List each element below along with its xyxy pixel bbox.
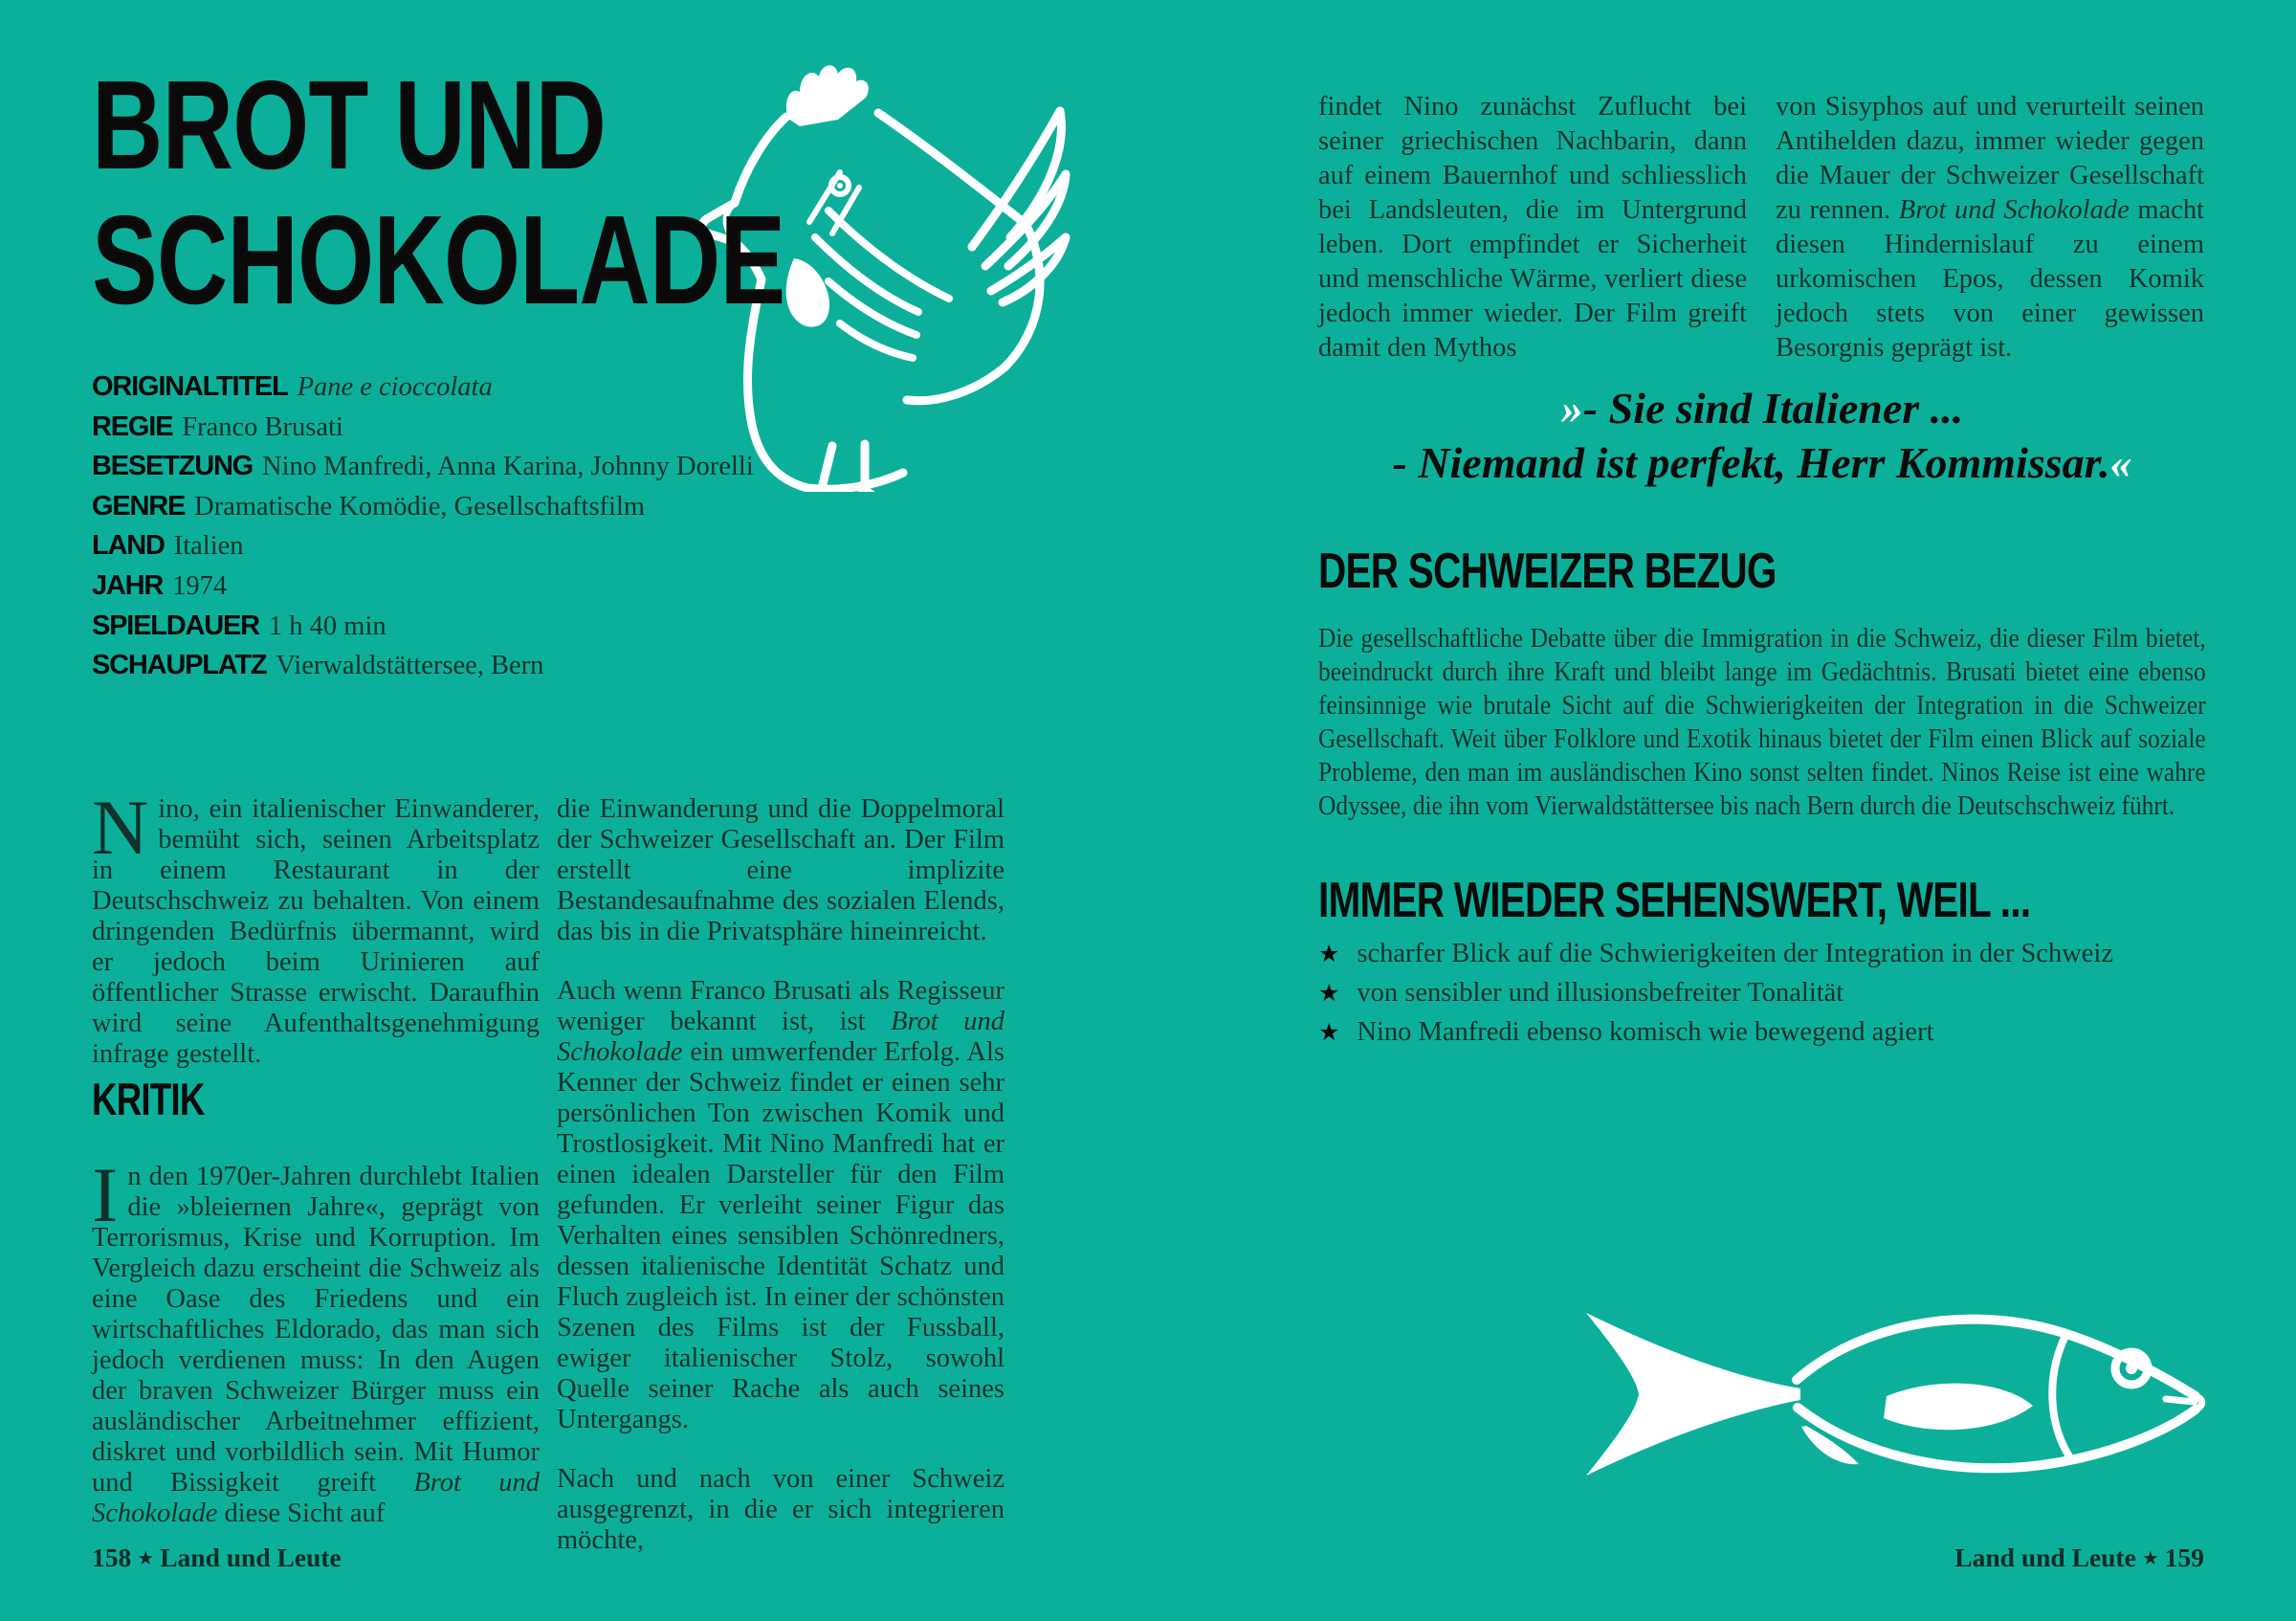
kritik-heading: KRITIK <box>92 1074 205 1124</box>
dropcap-n: N <box>92 784 149 871</box>
kritik-continuation-1: die Einwanderung und die Doppelmoral der Schweizer Gesellschaft an. Der Film erstellt eine implizite Bestandesaufnahme des sozialen Elends, das bis in die Privatsphäre hineinreicht. <box>557 794 1004 946</box>
sehenswert-bullets <box>1318 940 2218 1057</box>
quote-close-guillemet: « <box>2109 438 2132 487</box>
story-continuation-2: von Sisyphos auf und verurteilt seinen Antihelden dazu, immer wieder gegen die Mauer der Schweizer Gesellschaft zu rennen. Brot und Schokolade macht diesen Hindernislauf zu einem urkomischen Epos, dessen Komik jedoch stets von einer gewissen Besorgnis geprägt ist. <box>1776 92 2204 363</box>
bullet-item: ★ Nino Manfredi ebenso komisch wie bewegend agiert <box>1318 1017 1934 1047</box>
bullet-item: ★ von sensibler und illusionsbefreiter Tonalität <box>1318 978 1844 1008</box>
footer-right <box>1954 1543 2204 1573</box>
bezug-paragraph: Die gesellschaftliche Debatte über die Immigration in die Schweiz, die dieser Film bietet, beeindruckt durch ihre Kraft und bleibt lange im Gedächtnis. Brusati bietet eine ebenso feinsinnige wie brutale Sicht auf die Schwierigkeiten der Integration in die Schweizer Gesellschaft. Weit über Folklore und Exotik hinaus bietet der Film einen Blick auf soziale Probleme, den man im ausländischen Kino sonst selten findet. Ninos Reise ist eine wahre Odyssee, die ihn vom Vierwaldstättersee bis nach Bern durch die Deutschschweiz führt. <box>1318 624 2206 821</box>
title-line-2: SCHOKOLADE <box>92 189 785 330</box>
fish-illustration <box>1580 1284 2208 1504</box>
page-number-right: 159 <box>2164 1543 2204 1572</box>
film-quote <box>1318 381 2206 490</box>
sehenswert-section <box>1318 875 2231 927</box>
quote-open-guillemet: » <box>1560 384 1583 433</box>
footer-star-icon: ★ <box>137 1546 155 1569</box>
story-continuation-1: findet Nino zunächst Zuflucht bei seiner griechischen Nachbarin, dann auf einem Bauernhof und schliesslich bei Landsleuten, die im Untergrund leben. Dort empfindet er Sicherheit und menschliche Wärme, verliert diese jedoch immer wieder. Der Film greift damit den Mythos <box>1318 92 1747 363</box>
quote-line-1: »- Sie sind Italiener ... <box>1560 384 1964 433</box>
quote-line-2: - Niemand ist perfekt, Herr Kommissar.« <box>1392 438 2132 487</box>
bezug-heading: DER SCHWEIZER BEZUG <box>1318 544 1777 599</box>
sehenswert-heading: IMMER WIEDER SEHENSWERT, WEIL ... <box>1318 873 2031 928</box>
kritik-text: n den 1970er-Jahren durchlebt Italien die »bleiernen Jahre«, geprägt von Terrorismus, Krise und Korruption. Im Vergleich dazu erscheint die Schweiz als eine Oase des Friedens und ein wirtschaftliches Eldorado, das man sich jedoch verdienen muss: In den Augen der braven Schweizer Bürger muss ein ausländischer Arbeitnehmer effizient, diskret und vorbildlich sein. Mit Humor und Bissigkeit greift Brot und Schokolade diese Sicht auf <box>92 1162 540 1528</box>
section-name-left: Land und Leute <box>160 1543 342 1572</box>
title-line-1: BROT UND <box>92 55 607 195</box>
star-bullet-icon: ★ <box>1318 940 1340 967</box>
page-title <box>92 55 981 330</box>
bullet-item: ★ scharfer Blick auf die Schwierigkeiten der Integration in der Schweiz <box>1318 939 2113 968</box>
fish-line-art-icon <box>1580 1284 2208 1504</box>
kritik-paragraph <box>92 1151 540 1529</box>
fact-spieldauer: SPIELDAUER 1 h 40 min <box>92 610 386 641</box>
dropcap-i: I <box>92 1151 119 1238</box>
footer-star-icon: ★ <box>2141 1546 2159 1569</box>
left-column-2 <box>557 794 1004 1556</box>
star-bullet-icon: ★ <box>1318 979 1340 1007</box>
kritik-continuation-2: Auch wenn Franco Brusati als Regisseur weniger bekannt ist, ist Brot und Schokolade ein umwerfender Erfolg. Als Kenner der Schweiz findet er einen sehr persönlichen Ton zwischen Komik und Trostlosigkeit. Mit Nino Manfredi hat er einen idealen Darsteller für den Film gefunden. Er verleiht seiner Figur das Verhalten eines sensiblen Schönredners, dessen italienische Identität Schatz und Fluch zugleich ist. In einer der schönsten Szenen des Films ist der Fussball, ewiger italienischer Stolz, sowohl Quelle seiner Rache als auch seines Untergangs. <box>557 976 1004 1434</box>
footer-left <box>92 1543 342 1573</box>
synopsis-paragraph <box>92 784 540 1070</box>
fact-schauplatz: SCHAUPLATZ Vierwaldstättersee, Bern <box>92 650 544 681</box>
fact-genre: GENRE Dramatische Komödie, Gesellschaftsfilm <box>92 490 646 522</box>
star-bullet-icon: ★ <box>1318 1018 1340 1046</box>
right-column-2 <box>1776 90 2204 366</box>
synopsis-text: ino, ein italienischer Einwanderer, bemüht sich, seinen Arbeitsplatz in einem Restaurant in der Deutschschweiz zu behalten. Von einem dringenden Bedürfnis übermannt, wird er jedoch beim Urinieren auf öffentlicher Strasse erwischt. Daraufhin wird seine Aufenthaltsgenehmigung infrage gestellt. <box>92 794 540 1069</box>
right-column-1 <box>1318 90 1747 366</box>
section-name-right: Land und Leute <box>1954 1543 2136 1572</box>
page-number-left: 158 <box>92 1543 132 1572</box>
fact-regie: REGIE Franco Brusati <box>92 411 343 442</box>
kritik-section <box>92 1076 236 1123</box>
fact-besetzung: BESETZUNG Nino Manfredi, Anna Karina, Johnny Dorelli <box>92 451 754 482</box>
bezug-section <box>1318 545 1906 598</box>
kritik-continuation-3: Nach und nach von einer Schweiz ausgegrenzt, in die er sich integrieren möchte, <box>557 1464 1004 1555</box>
fact-originaltitel: ORIGINALTITEL Pane e cioccolata <box>92 371 493 402</box>
film-facts-list <box>92 367 754 686</box>
fact-jahr: JAHR 1974 <box>92 569 228 601</box>
fact-land: LAND Italien <box>92 530 244 562</box>
